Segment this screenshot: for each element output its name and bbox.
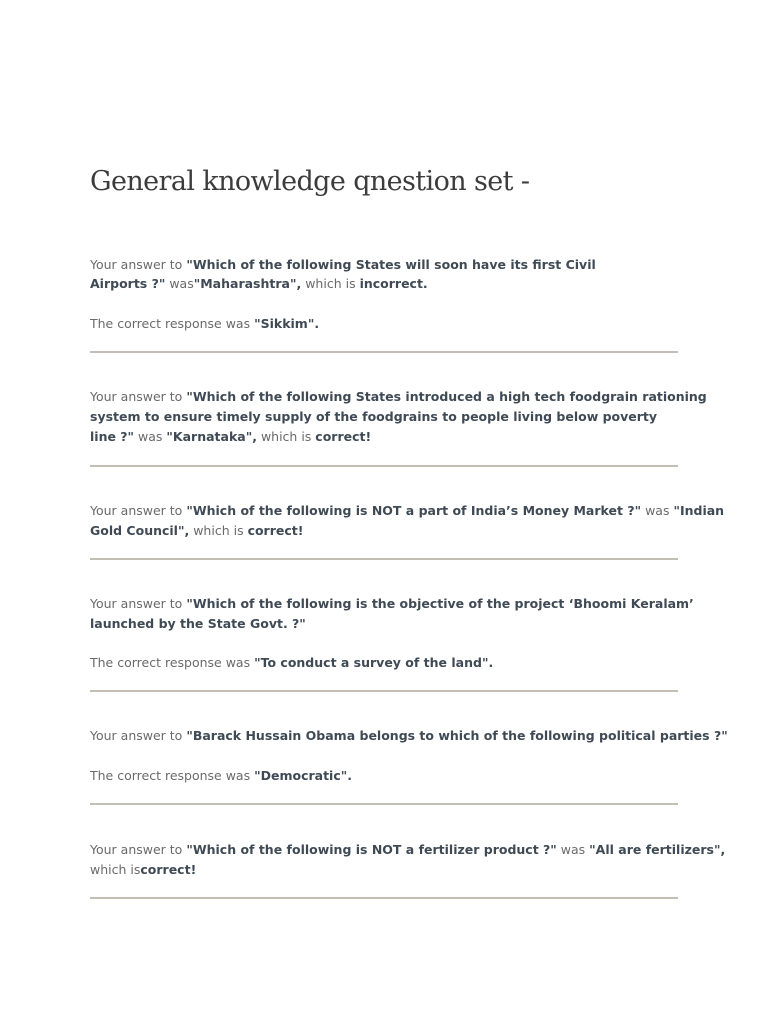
question-text: "Which of the following is NOT a fertilizer product ?" xyxy=(186,842,557,857)
question-text: launched by the State Govt. ?" xyxy=(90,616,306,631)
question-line xyxy=(90,614,306,634)
was-text: was xyxy=(165,276,194,291)
question-line xyxy=(90,407,657,427)
given-answer: "Karnataka", xyxy=(166,429,257,444)
question-text: "Which of the following States introduced a high tech foodgrain rationing xyxy=(186,389,707,404)
divider xyxy=(90,803,678,805)
was-text: was xyxy=(641,503,674,518)
which-is-text: which is xyxy=(256,429,316,444)
question-line xyxy=(90,726,728,746)
question-text: "Which of the following is NOT a part of India’s Money Market ?" xyxy=(186,503,642,518)
given-answer: "Indian xyxy=(673,503,725,518)
result-status: correct! xyxy=(315,429,372,444)
question-line xyxy=(90,860,196,880)
which-is-text: which is xyxy=(189,523,248,538)
was-text: was xyxy=(556,842,590,857)
question-line xyxy=(90,521,303,541)
was-text: was xyxy=(134,429,167,444)
which-is-text: which is xyxy=(90,862,141,877)
page-title: General knowledge qnestion set - xyxy=(90,166,530,197)
correct-response-prefix: The correct response was xyxy=(90,316,255,331)
correct-response: "Democratic". xyxy=(254,768,353,783)
result-status: incorrect. xyxy=(359,276,428,291)
answer-prefix: Your answer to xyxy=(90,257,187,272)
answer-prefix: Your answer to xyxy=(90,596,187,611)
question-text: "Barack Hussain Obama belongs to which of the following political parties ?" xyxy=(186,728,728,743)
given-answer: "Maharashtra", xyxy=(193,276,302,291)
question-text: Airports ?" xyxy=(90,276,166,291)
divider xyxy=(90,351,678,353)
answer-prefix: Your answer to xyxy=(90,728,187,743)
correct-response-line xyxy=(90,314,319,334)
question-text: "Which of the following States will soon have its first Civil xyxy=(186,257,596,272)
question-line xyxy=(90,274,428,294)
correct-response-prefix: The correct response was xyxy=(90,655,255,670)
question-line xyxy=(90,387,707,407)
which-is-text: which is xyxy=(301,276,360,291)
correct-response-line xyxy=(90,653,493,673)
divider xyxy=(90,690,678,692)
result-status: correct! xyxy=(140,862,197,877)
question-text: "Which of the following is the objective of the project ‘Bhoomi Keralam’ xyxy=(186,596,694,611)
answer-prefix: Your answer to xyxy=(90,503,187,518)
result-status: correct! xyxy=(247,523,304,538)
question-text: system to ensure timely supply of the foodgrains to people living below poverty xyxy=(90,409,658,424)
question-line xyxy=(90,255,596,275)
given-answer: "All are fertilizers", xyxy=(589,842,726,857)
divider xyxy=(90,465,678,467)
question-line xyxy=(90,501,724,521)
answer-prefix: Your answer to xyxy=(90,389,187,404)
divider xyxy=(90,897,678,899)
correct-response-line xyxy=(90,766,352,786)
divider xyxy=(90,558,678,560)
given-answer: Gold Council", xyxy=(90,523,190,538)
correct-response: "Sikkim". xyxy=(254,316,320,331)
answer-prefix: Your answer to xyxy=(90,842,187,857)
question-line xyxy=(90,840,725,860)
correct-response: "To conduct a survey of the land". xyxy=(254,655,494,670)
question-text: line ?" xyxy=(90,429,135,444)
correct-response-prefix: The correct response was xyxy=(90,768,255,783)
question-line xyxy=(90,594,694,614)
question-line xyxy=(90,427,371,447)
